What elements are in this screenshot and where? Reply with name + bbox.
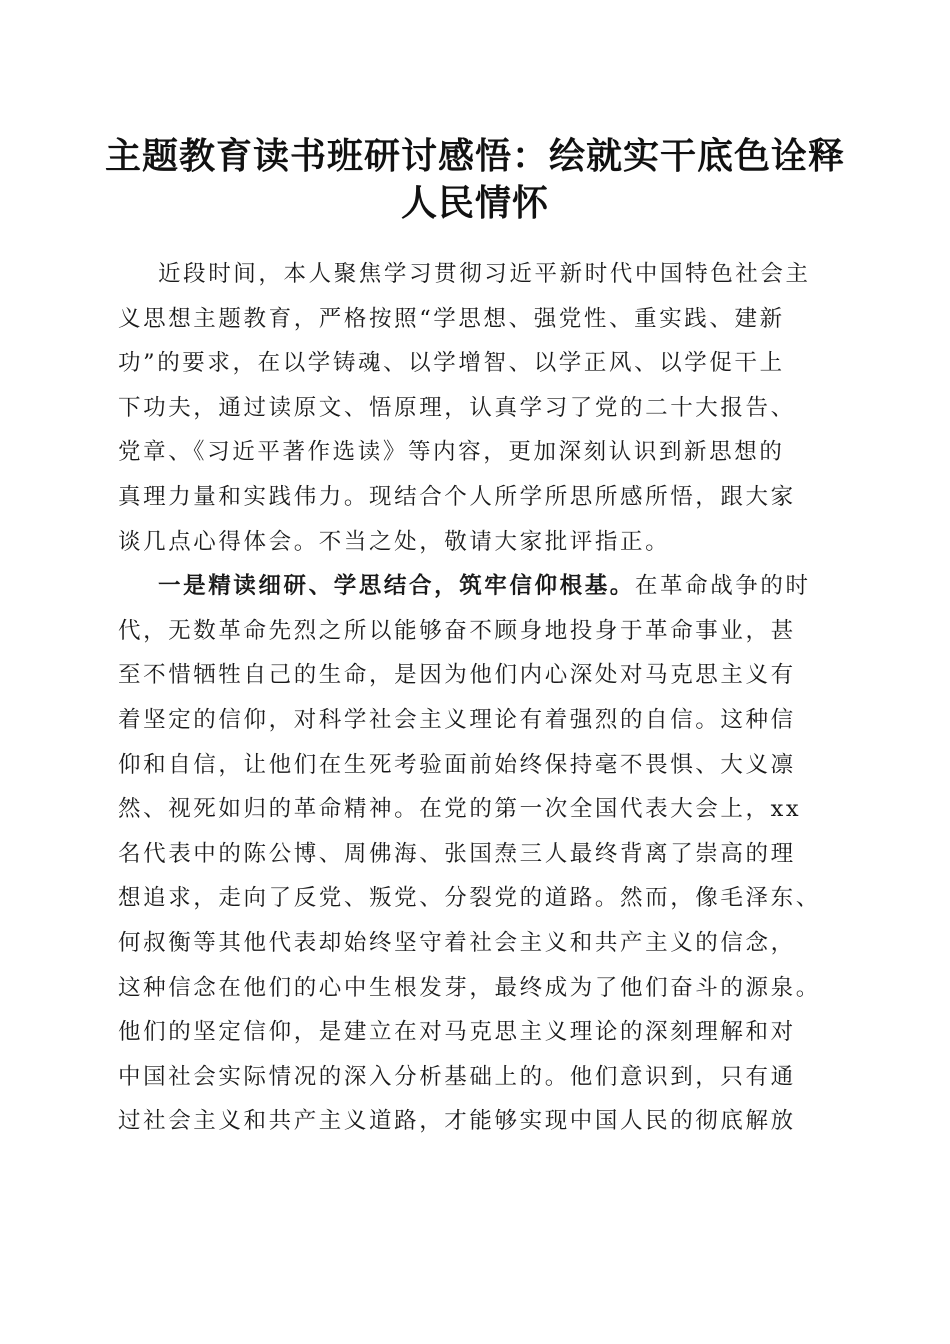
paragraph-intro bbox=[118, 252, 834, 564]
paragraph-line: 何叔衡等其他代表却始终坚守着社会主义和共产主义的信念， bbox=[118, 929, 796, 956]
section-heading: 一是精读细研、学思结合，筑牢信仰根基。 bbox=[158, 573, 635, 600]
document-body bbox=[118, 252, 834, 1144]
paragraph-line-continuation: 在革命战争的时 bbox=[634, 573, 811, 600]
paragraph-line: 过社会主义和共产主义道路，才能够实现中国人民的彻底解放 bbox=[118, 1108, 796, 1135]
paragraph-line: 着坚定的信仰，对科学社会主义理论有着强烈的自信。这种信 bbox=[118, 706, 796, 733]
paragraph-line: 功”的要求，在以学铸魂、以学增智、以学正风、以学促干上 bbox=[118, 350, 785, 377]
paragraph-point-one bbox=[118, 564, 834, 1144]
paragraph-line: 中国社会实际情况的深入分析基础上的。他们意识到，只有通 bbox=[118, 1063, 796, 1090]
paragraph-line: 至不惜牺牲自己的生命，是因为他们内心深处对马克思主义有 bbox=[118, 662, 796, 689]
paragraph-line: 仰和自信，让他们在生死考验面前始终保持毫不畏惧、大义凛 bbox=[118, 751, 796, 778]
paragraph-line: 真理力量和实践伟力。现结合个人所学所思所感所悟，跟大家 bbox=[118, 483, 796, 510]
paragraph-line: 他们的坚定信仰，是建立在对马克思主义理论的深刻理解和对 bbox=[118, 1019, 796, 1046]
paragraph-line: 近段时间，本人聚焦学习贯彻习近平新时代中国特色社会主 bbox=[158, 261, 811, 287]
paragraph-line: 名代表中的陈公博、周佛海、张国焘三人最终背离了崇高的理 bbox=[118, 840, 796, 867]
paragraph-line: 党章、《习近平著作选读》等内容，更加深刻认识到新思想的 bbox=[118, 439, 785, 466]
paragraph-line: 这种信念在他们的心中生根发芽，最终成为了他们奋斗的源泉。 bbox=[118, 974, 821, 1001]
paragraph-line: 想追求，走向了反党、叛党、分裂党的道路。然而，像毛泽东、 bbox=[118, 885, 821, 912]
paragraph-line: 谈几点心得体会。不当之处，敬请大家批评指正。 bbox=[118, 528, 671, 555]
title-line-1: 主题教育读书班研讨感悟：绘就实干底色诠释 bbox=[104, 135, 845, 177]
paragraph-line: 然、视死如归的革命精神。在党的第一次全国代表大会上，xx bbox=[118, 796, 802, 823]
paragraph-line: 代，无数革命先烈之所以能够奋不顾身地投身于革命事业，甚 bbox=[118, 617, 796, 644]
paragraph-first-line bbox=[118, 564, 834, 609]
title-line-2: 人民情怀 bbox=[400, 182, 549, 224]
paragraph-line: 义思想主题教育，严格按照“学思想、强党性、重实践、建新 bbox=[118, 305, 785, 332]
document-title bbox=[100, 133, 850, 227]
paragraph-line: 下功夫，通过读原文、悟原理，认真学习了党的二十大报告、 bbox=[118, 394, 796, 421]
